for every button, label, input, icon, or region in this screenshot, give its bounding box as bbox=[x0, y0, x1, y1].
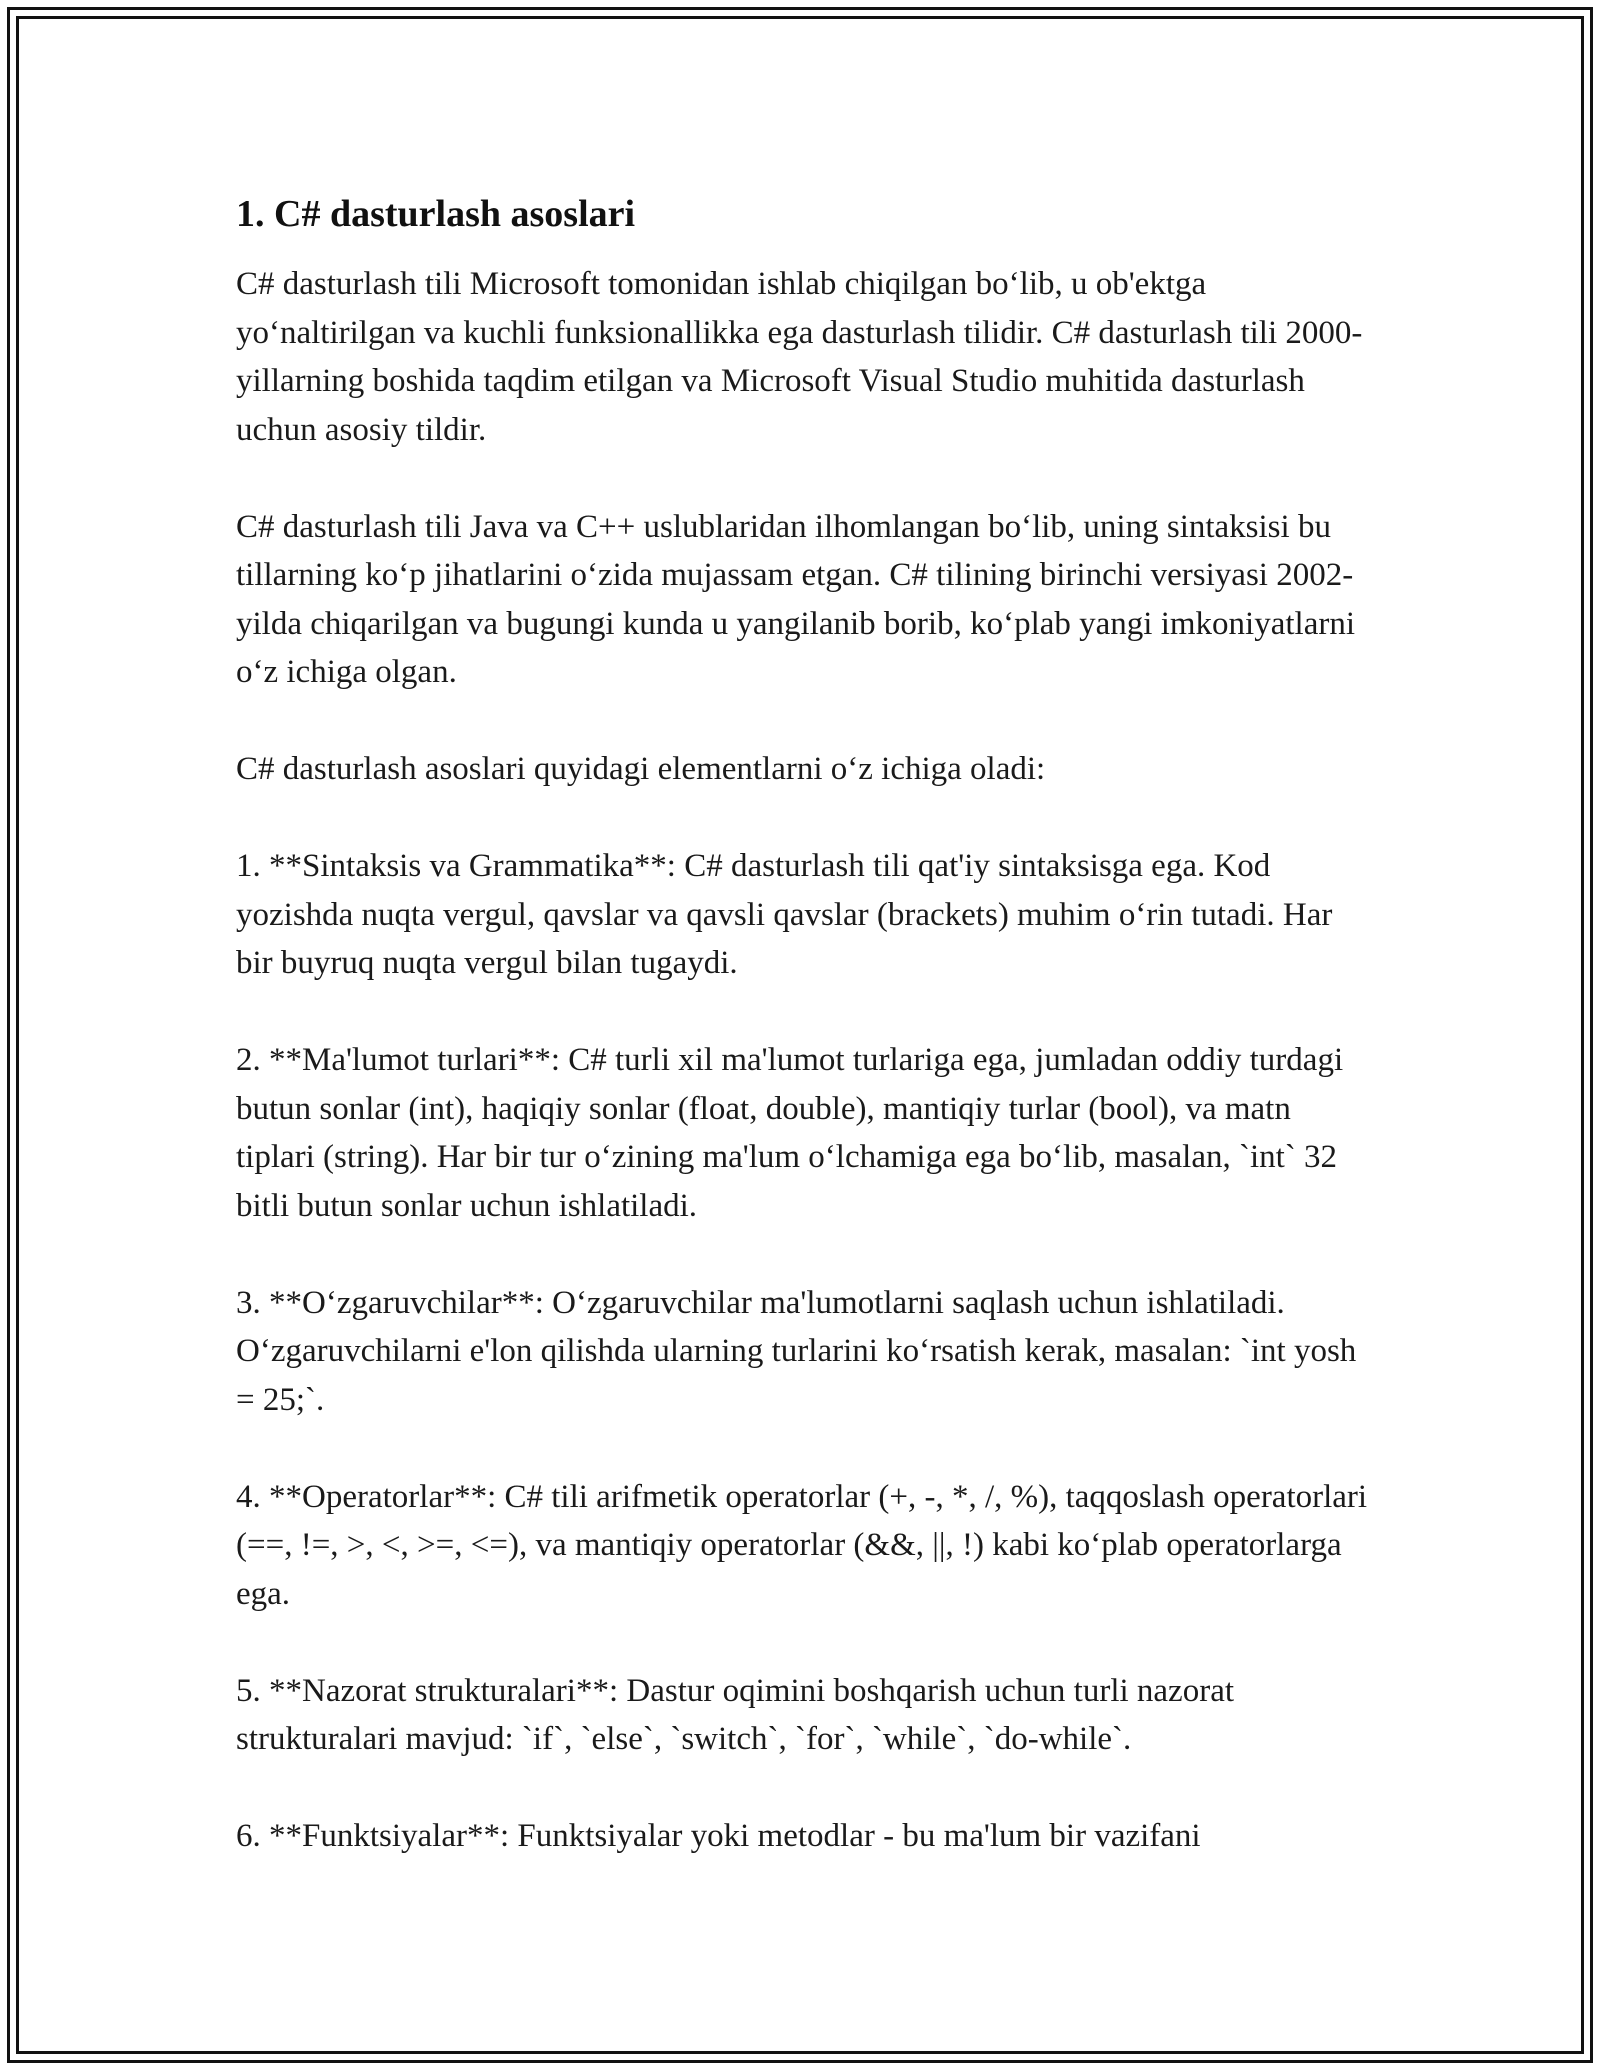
list-item-syntax: 1. **Sintaksis va Grammatika**: C# dasturlash tili qat'iy sintaksisga ega. Kod yozishda nuqta vergul, qavslar va qavsli qavslar (brackets) muhim o‘rin tutadi. Har bir buyruq nuqta vergul bilan tugaydi. bbox=[236, 848, 1333, 981]
section-heading: 1. C# dasturlash asoslari bbox=[236, 193, 636, 235]
list-item-functions: 6. **Funktsiyalar**: Funktsiyalar yoki metodlar - bu ma'lum bir vazifani bbox=[236, 1818, 1201, 1854]
list-item-data-types: 2. **Ma'lumot turlari**: C# turli xil ma'lumot turlariga ega, jumladan oddiy turdagi butun sonlar (int), haqiqiy sonlar (float, double), mantiqiy turlar (bool), va matn tiplari (string). Har bir tur o‘zining ma'lum o‘lchamiga ega bo‘lib, masalan, `int` 32 bitli butun sonlar uchun ishlatiladi. bbox=[236, 1042, 1344, 1224]
list-item-variables: 3. **O‘zgaruvchilar**: O‘zgaruvchilar ma'lumotlarni saqlash uchun ishlatiladi. O‘zgaruvchilarni e'lon qilishda ularning turlarini ko‘rsatish kerak, masalan: `int yosh = 25;`. bbox=[236, 1284, 1357, 1418]
paragraph-intro: C# dasturlash tili Microsoft tomonidan ishlab chiqilgan bo‘lib, u ob'ektga yo‘naltirilgan va kuchli funksionallikka ega dasturlash tilidir. C# dasturlash tili 2000-yillarning boshida taqdim etilgan va Microsoft Visual Studio muhitida dasturlash uchun asosiy tildir. bbox=[236, 266, 1363, 448]
paragraph-history: C# dasturlash tili Java va C++ uslublaridan ilhomlangan bo‘lib, uning sintaksisi bu tillarning ko‘p jihatlarini o‘zida mujassam etgan. C# tilining birinchi versiyasi 2002-yilda chiqarilgan va bugungi kunda u yangilanib borib, ko‘plab yangi imkoniyatlarni o‘z ichiga olgan. bbox=[236, 508, 1356, 690]
list-item-operators: 4. **Operatorlar**: C# tili arifmetik operatorlar (+, -, *, /, %), taqqoslash operatorlari (==, !=, >, <, >=, <=), va mantiqiy operatorlar (&&, ||, !) kabi ko‘plab operatorlarga ega. bbox=[236, 1478, 1368, 1612]
list-item-control-structures: 5. **Nazorat strukturalari**: Dastur oqimini boshqarish uchun turli nazorat strukturalari mavjud: `if`, `else`, `switch`, `for`, `while`, `do-while`. bbox=[236, 1672, 1235, 1757]
paragraph-list-intro: C# dasturlash asoslari quyidagi elementlarni o‘z ichiga oladi: bbox=[236, 751, 1046, 787]
document-body bbox=[236, 190, 1376, 1861]
